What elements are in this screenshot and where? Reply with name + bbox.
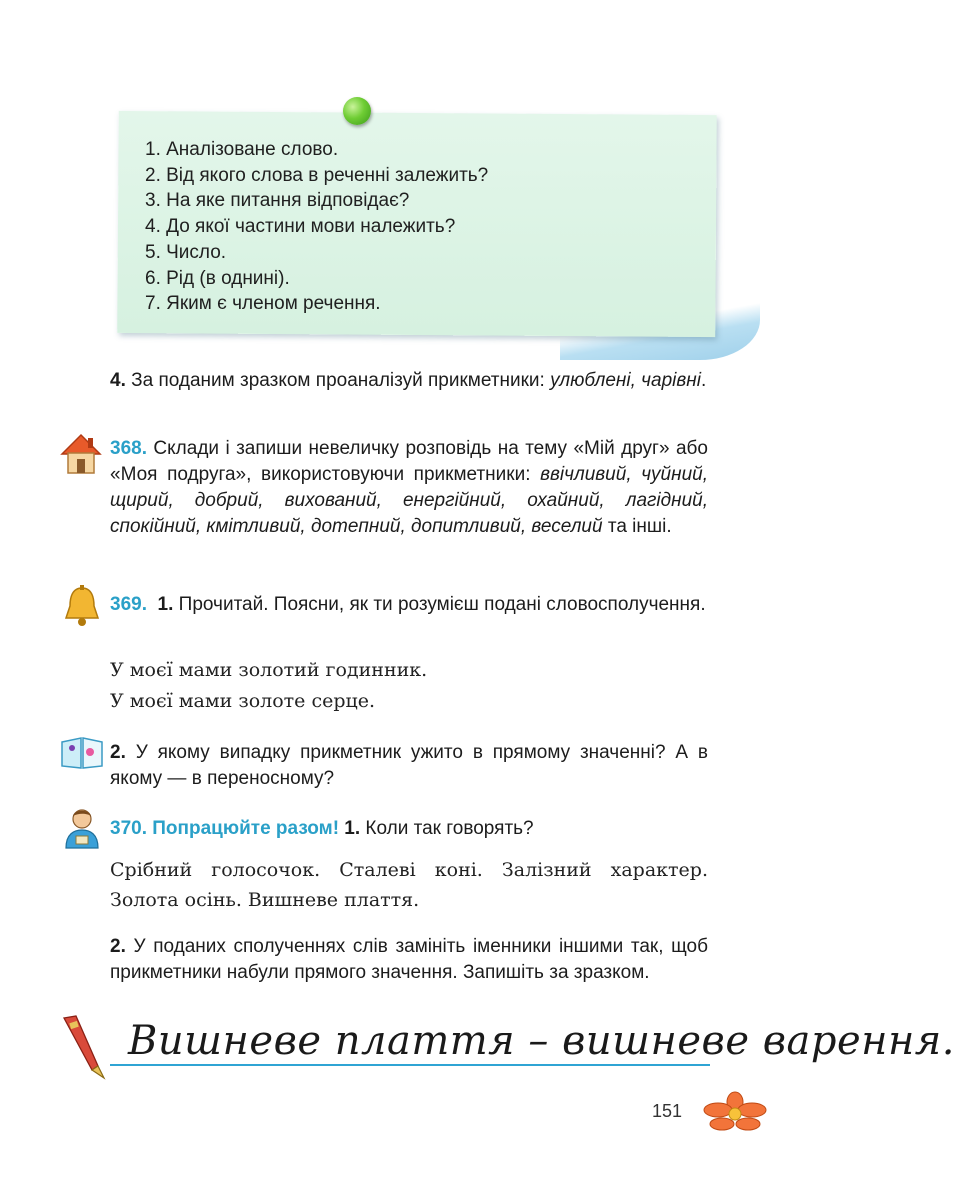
- part-text: Коли так говорять?: [360, 818, 534, 839]
- exercise-end: та інші.: [602, 516, 672, 537]
- task-number: 4.: [110, 370, 126, 391]
- analysis-plan-list: [145, 137, 488, 317]
- example-line: У моєї мами золотий годинник.: [110, 659, 428, 681]
- exercise-title: Попрацюйте разом!: [146, 818, 340, 839]
- part-number: 2.: [110, 742, 126, 763]
- task-text: За поданим зразком проаналізуй прикметники:: [125, 370, 551, 391]
- handwritten-example: Вишневе плаття – вишневе варення.: [128, 1018, 955, 1064]
- part-number: 2.: [110, 936, 126, 957]
- exercise-369-part2: [110, 740, 708, 792]
- part-text: Прочитай. Поясни, як ти розумієш подані словосполучення.: [173, 594, 706, 615]
- plan-item: 5. Число.: [145, 241, 227, 263]
- part-number: 1.: [339, 818, 361, 839]
- plan-item: 6. Рід (в однині).: [145, 267, 290, 289]
- plan-item: 7. Яким є членом речення.: [145, 293, 381, 315]
- pin-icon: [343, 97, 371, 125]
- part-text: У поданих сполученнях слів замініть іменники іншими так, щоб прикметники набули прямого значення. Запишіть за зразком.: [110, 936, 708, 983]
- exercise-number: 368.: [110, 438, 147, 459]
- exercise-words: ввічливий, чуйний, щирий, добрий, вихований, енергійний, охайний, лагідний, спокійний, кмітливий, дотепний, допитливий, веселий: [110, 464, 708, 537]
- exercise-370-part1: [110, 816, 708, 842]
- phrases: Срібний голосочок. Сталеві коні. Залізний характер. Золота осінь. Вишневе плаття.: [110, 859, 708, 911]
- exercise-370-part2: [110, 934, 708, 986]
- house-icon: [58, 432, 104, 476]
- flower-icon: [700, 1092, 770, 1134]
- pupil-icon: [60, 806, 104, 850]
- plan-item: 1. Аналізоване слово.: [145, 139, 339, 160]
- plan-item: 4. До якої частини мови належить?: [145, 216, 456, 238]
- plan-item: 2. Від якого слова в реченні залежить?: [145, 164, 489, 186]
- part-text: У якому випадку прикметник ужито в прямому значенні? А в якому — в переносному?: [110, 742, 708, 789]
- task-words: улюблені, чарівні: [550, 370, 701, 391]
- writing-line: [110, 1064, 710, 1066]
- page-number: 151: [652, 1101, 683, 1121]
- exercise-text: Склади і запиши невеличку розповідь на тему «Мій друг» або «Моя подруга», використовуючи прикметники:: [110, 438, 708, 485]
- exercise-number: 370.: [110, 818, 147, 839]
- exercise-number: 369.: [110, 594, 147, 615]
- plan-item: 3. На яке питання відповідає?: [145, 190, 410, 212]
- task-end: .: [700, 370, 707, 391]
- fountain-pen-icon: [58, 1014, 108, 1080]
- book-icon: [60, 736, 104, 770]
- exercise-368: [110, 436, 708, 540]
- example-line: У моєї мами золоте серце.: [110, 690, 375, 712]
- task-4: [110, 368, 708, 394]
- exercise-369-part1: [110, 592, 708, 618]
- part-number: 1.: [157, 594, 174, 615]
- bell-icon: [60, 584, 104, 628]
